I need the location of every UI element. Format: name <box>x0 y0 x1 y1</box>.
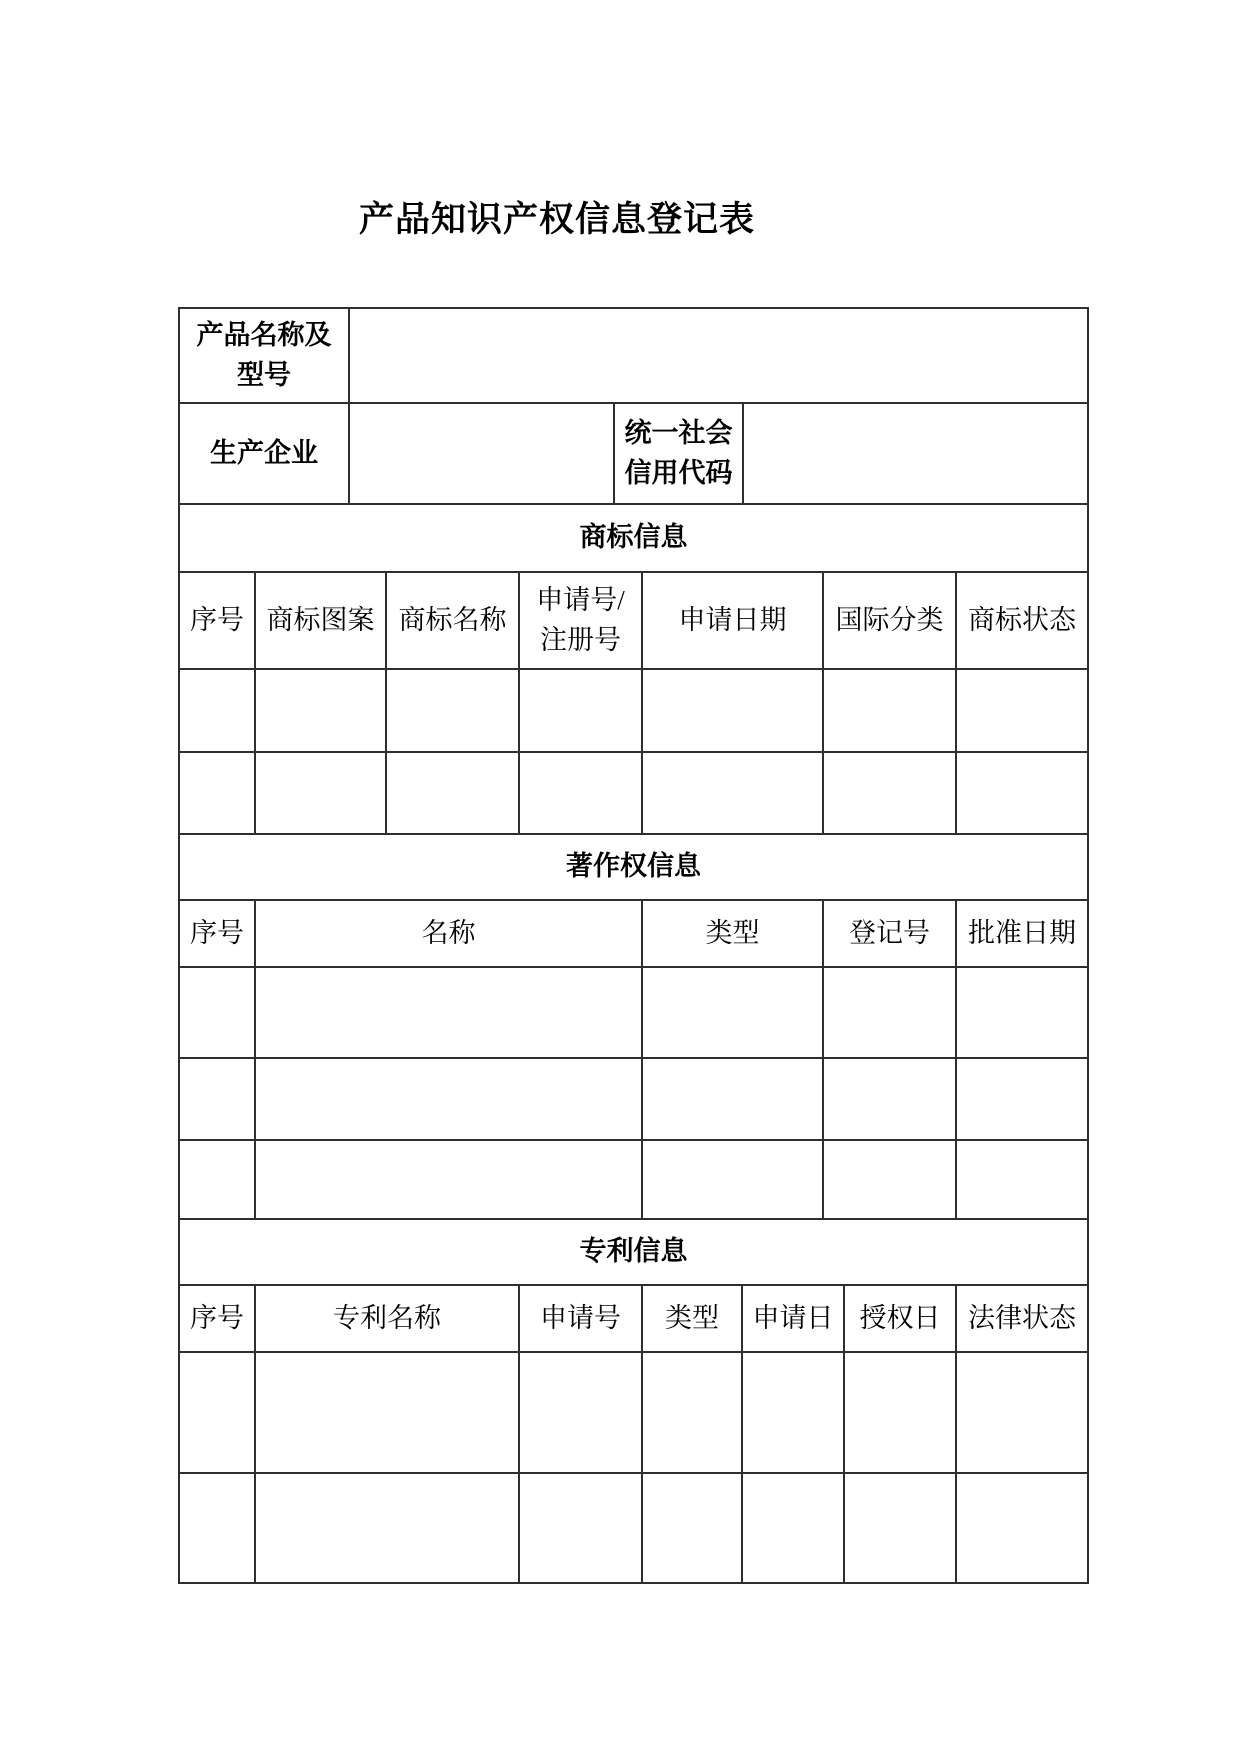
credit-code-label-cell: 统一社会信用代码 <box>615 404 744 505</box>
copyright-header-approvaldate: 批准日期 <box>957 901 1089 968</box>
copyright-header-row <box>180 901 1089 968</box>
manufacturer-value-cell[interactable] <box>350 404 615 505</box>
trademark-r1-image-cell[interactable] <box>256 670 387 753</box>
copyright-r2-seq-cell[interactable] <box>180 1059 256 1141</box>
patent-header-legalstatus: 法律状态 <box>957 1286 1089 1353</box>
patent-r1-seq-cell[interactable] <box>180 1353 256 1474</box>
patent-r1-grantdate-cell[interactable] <box>845 1353 957 1474</box>
product-row <box>180 309 1089 404</box>
trademark-header-name: 商标名称 <box>387 573 520 670</box>
patent-header-seq: 序号 <box>180 1286 256 1353</box>
patent-r1-appdate-cell[interactable] <box>743 1353 845 1474</box>
title-container <box>0 199 1114 241</box>
patent-r1-name-cell[interactable] <box>256 1353 520 1474</box>
patent-header-type: 类型 <box>643 1286 743 1353</box>
trademark-r1-name-cell[interactable] <box>387 670 520 753</box>
trademark-r1-intlclass-cell[interactable] <box>824 670 957 753</box>
copyright-section-title-row <box>180 835 1089 901</box>
copyright-header-regno: 登记号 <box>824 901 957 968</box>
trademark-r2-name-cell[interactable] <box>387 753 520 835</box>
copyright-data-row-3 <box>180 1141 1089 1220</box>
trademark-r2-appdate-cell[interactable] <box>643 753 824 835</box>
patent-r2-appno-cell[interactable] <box>520 1474 643 1584</box>
patent-header-grantdate: 授权日 <box>845 1286 957 1353</box>
copyright-r1-approvaldate-cell[interactable] <box>957 968 1089 1059</box>
patent-r2-appdate-cell[interactable] <box>743 1474 845 1584</box>
copyright-r3-regno-cell[interactable] <box>824 1141 957 1220</box>
manufacturer-label-cell: 生产企业 <box>180 404 350 505</box>
patent-header-appdate: 申请日 <box>743 1286 845 1353</box>
page-title: 产品知识产权信息登记表 <box>358 200 755 239</box>
copyright-r2-type-cell[interactable] <box>643 1059 824 1141</box>
copyright-data-row-1 <box>180 968 1089 1059</box>
trademark-r1-status-cell[interactable] <box>957 670 1089 753</box>
copyright-r3-type-cell[interactable] <box>643 1141 824 1220</box>
copyright-r3-approvaldate-cell[interactable] <box>957 1141 1089 1220</box>
credit-code-value-cell[interactable] <box>744 404 1089 505</box>
trademark-data-row-1 <box>180 670 1089 753</box>
trademark-r2-status-cell[interactable] <box>957 753 1089 835</box>
patent-header-row <box>180 1286 1089 1353</box>
patent-r2-seq-cell[interactable] <box>180 1474 256 1584</box>
copyright-r2-name-cell[interactable] <box>256 1059 643 1141</box>
trademark-header-row <box>180 573 1089 670</box>
trademark-r1-appno-cell[interactable] <box>520 670 643 753</box>
patent-r2-grantdate-cell[interactable] <box>845 1474 957 1584</box>
trademark-r2-seq-cell[interactable] <box>180 753 256 835</box>
trademark-section-title-row <box>180 505 1089 573</box>
copyright-r1-type-cell[interactable] <box>643 968 824 1059</box>
trademark-header-intlclass: 国际分类 <box>824 573 957 670</box>
product-label-cell: 产品名称及型号 <box>180 309 350 404</box>
patent-r2-name-cell[interactable] <box>256 1474 520 1584</box>
copyright-header-type: 类型 <box>643 901 824 968</box>
trademark-header-appdate: 申请日期 <box>643 573 824 670</box>
ipr-registration-table <box>178 307 1089 1584</box>
patent-r1-legalstatus-cell[interactable] <box>957 1353 1089 1474</box>
copyright-r1-regno-cell[interactable] <box>824 968 957 1059</box>
patent-data-row-2 <box>180 1474 1089 1584</box>
patent-r1-appno-cell[interactable] <box>520 1353 643 1474</box>
copyright-r3-name-cell[interactable] <box>256 1141 643 1220</box>
copyright-r3-seq-cell[interactable] <box>180 1141 256 1220</box>
patent-data-row-1 <box>180 1353 1089 1474</box>
copyright-header-name: 名称 <box>256 901 643 968</box>
patent-header-appno: 申请号 <box>520 1286 643 1353</box>
trademark-data-row-2 <box>180 753 1089 835</box>
trademark-r2-appno-cell[interactable] <box>520 753 643 835</box>
manufacturer-row <box>180 404 1089 505</box>
copyright-section-title: 著作权信息 <box>180 835 1089 901</box>
copyright-r2-regno-cell[interactable] <box>824 1059 957 1141</box>
copyright-r1-name-cell[interactable] <box>256 968 643 1059</box>
patent-r2-type-cell[interactable] <box>643 1474 743 1584</box>
patent-r2-legalstatus-cell[interactable] <box>957 1474 1089 1584</box>
trademark-r2-intlclass-cell[interactable] <box>824 753 957 835</box>
patent-section-title-row <box>180 1220 1089 1286</box>
trademark-header-image: 商标图案 <box>256 573 387 670</box>
patent-section-title: 专利信息 <box>180 1220 1089 1286</box>
copyright-r2-approvaldate-cell[interactable] <box>957 1059 1089 1141</box>
trademark-r1-seq-cell[interactable] <box>180 670 256 753</box>
trademark-r1-appdate-cell[interactable] <box>643 670 824 753</box>
trademark-header-appno: 申请号/注册号 <box>520 573 643 670</box>
copyright-header-seq: 序号 <box>180 901 256 968</box>
trademark-section-title: 商标信息 <box>180 505 1089 573</box>
patent-r1-type-cell[interactable] <box>643 1353 743 1474</box>
copyright-data-row-2 <box>180 1059 1089 1141</box>
trademark-r2-image-cell[interactable] <box>256 753 387 835</box>
trademark-header-status: 商标状态 <box>957 573 1089 670</box>
trademark-header-seq: 序号 <box>180 573 256 670</box>
patent-header-name: 专利名称 <box>256 1286 520 1353</box>
copyright-r1-seq-cell[interactable] <box>180 968 256 1059</box>
product-value-cell[interactable] <box>350 309 1089 404</box>
